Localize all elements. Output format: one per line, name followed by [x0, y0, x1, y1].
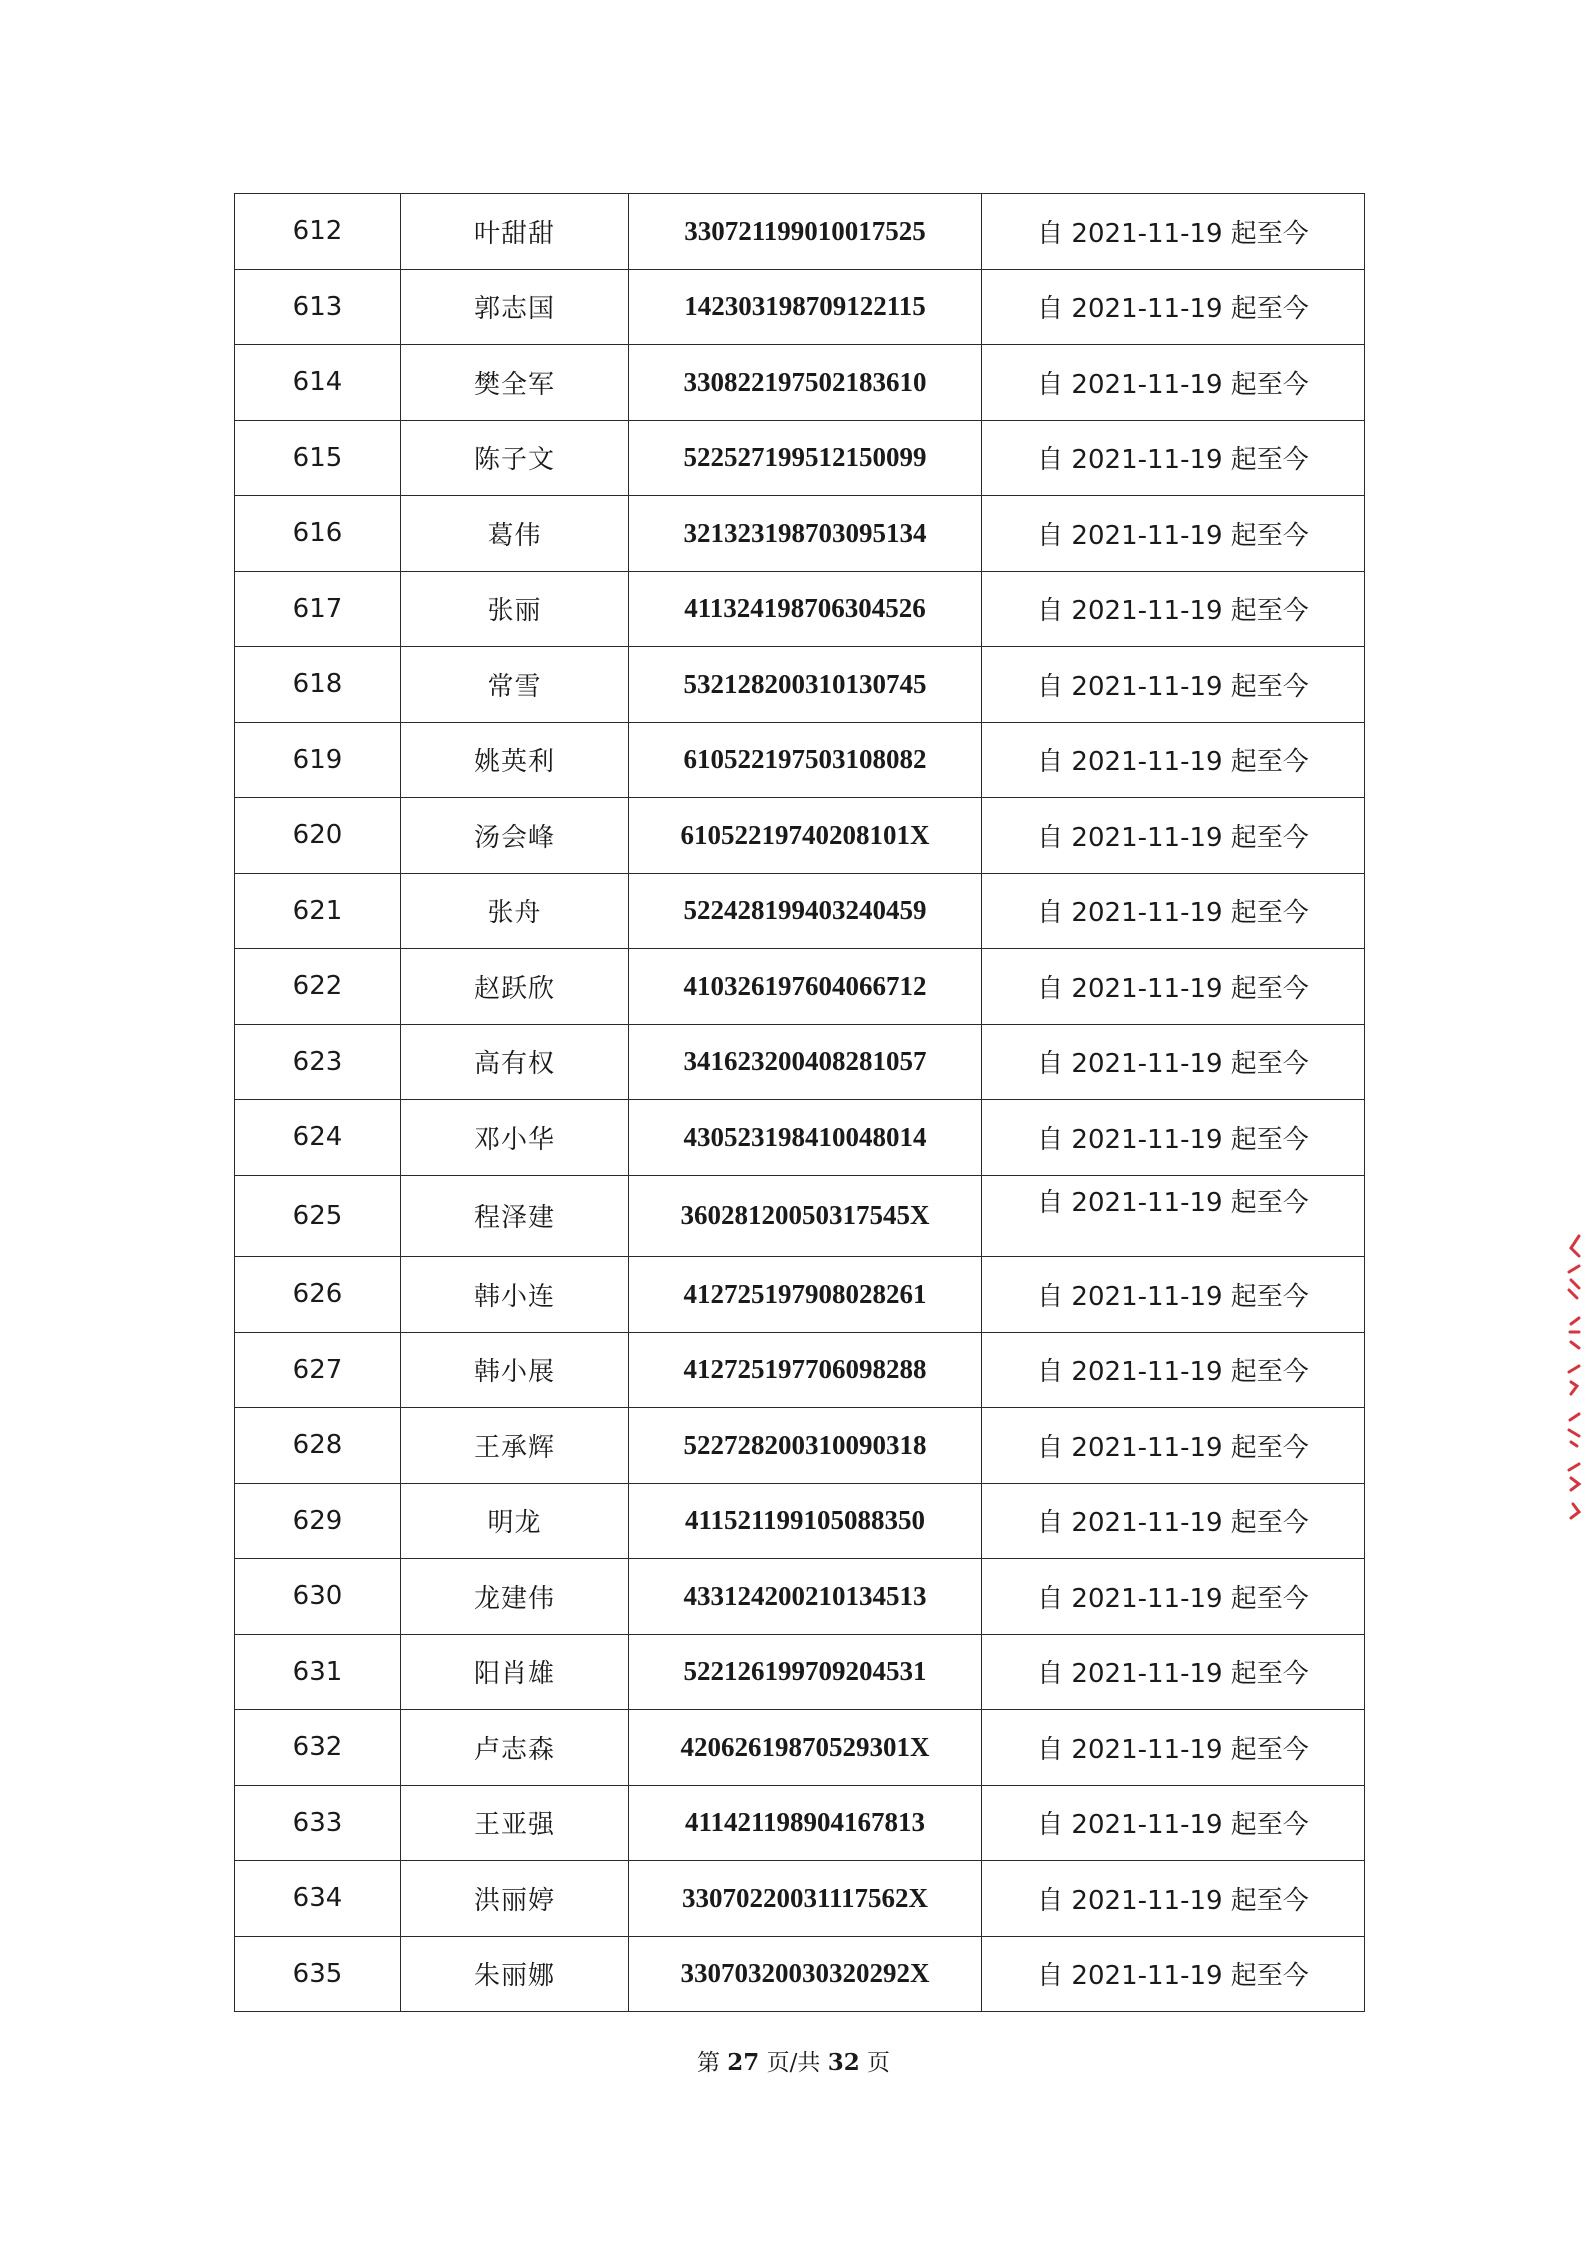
footer-prefix: 第 — [696, 2050, 720, 2076]
seq-cell: 612 — [235, 194, 401, 270]
table-row — [235, 1559, 1365, 1635]
seq-cell: 613 — [235, 269, 401, 345]
table-row — [235, 1408, 1365, 1484]
id-number-cell: 522126199709204531 — [629, 1634, 982, 1710]
table-row — [235, 722, 1365, 798]
table-row — [235, 1100, 1365, 1176]
seq-cell: 624 — [235, 1100, 401, 1176]
id-number-cell: 410326197604066712 — [629, 949, 982, 1025]
seq-cell: 626 — [235, 1257, 401, 1333]
period-cell: 自 2021-11-19 起至今 — [982, 1257, 1365, 1333]
id-number-cell: 411421198904167813 — [629, 1785, 982, 1861]
name-cell: 龙建伟 — [401, 1559, 629, 1635]
table-row — [235, 1332, 1365, 1408]
id-number-cell: 532128200310130745 — [629, 647, 982, 723]
seq-cell: 621 — [235, 873, 401, 949]
table-row — [235, 496, 1365, 572]
page-footer — [0, 2044, 1587, 2077]
period-cell: 自 2021-11-19 起至今 — [982, 873, 1365, 949]
period-cell: 自 2021-11-19 起至今 — [982, 269, 1365, 345]
table-row — [235, 1710, 1365, 1786]
name-cell: 叶甜甜 — [401, 194, 629, 270]
id-number-cell: 433124200210134513 — [629, 1559, 982, 1635]
period-cell: 自 2021-11-19 起至今 — [982, 1861, 1365, 1937]
name-cell: 阳肖雄 — [401, 1634, 629, 1710]
period-cell: 自 2021-11-19 起至今 — [982, 949, 1365, 1025]
seq-cell: 614 — [235, 345, 401, 421]
period-cell: 自 2021-11-19 起至今 — [982, 1936, 1365, 2012]
seq-cell: 628 — [235, 1408, 401, 1484]
period-cell: 自 2021-11-19 起至今 — [982, 194, 1365, 270]
name-cell: 程泽建 — [401, 1175, 629, 1257]
name-cell: 张舟 — [401, 873, 629, 949]
seq-cell: 622 — [235, 949, 401, 1025]
name-cell: 赵跃欣 — [401, 949, 629, 1025]
period-cell: 自 2021-11-19 起至今 — [982, 1785, 1365, 1861]
current-page-number: 27 — [727, 2049, 760, 2076]
seal-icon — [1565, 1232, 1583, 1522]
table-row — [235, 1175, 1365, 1257]
id-number-cell: 33070320030320292X — [629, 1936, 982, 2012]
total-pages-number: 32 — [827, 2049, 860, 2076]
seq-cell: 632 — [235, 1710, 401, 1786]
name-cell: 邓小华 — [401, 1100, 629, 1176]
roster-body — [235, 194, 1365, 2012]
table-row — [235, 345, 1365, 421]
id-number-cell: 412725197706098288 — [629, 1332, 982, 1408]
name-cell: 郭志国 — [401, 269, 629, 345]
name-cell: 陈子文 — [401, 420, 629, 496]
name-cell: 张丽 — [401, 571, 629, 647]
table-row — [235, 1785, 1365, 1861]
period-cell: 自 2021-11-19 起至今 — [982, 1408, 1365, 1484]
period-cell: 自 2021-11-19 起至今 — [982, 1710, 1365, 1786]
name-cell: 明龙 — [401, 1483, 629, 1559]
table-row — [235, 420, 1365, 496]
seq-cell: 619 — [235, 722, 401, 798]
period-cell: 自 2021-11-19 起至今 — [982, 420, 1365, 496]
seal-stamp-fragment — [1565, 1232, 1583, 1522]
id-number-cell: 61052219740208101X — [629, 798, 982, 874]
id-number-cell: 522527199512150099 — [629, 420, 982, 496]
period-cell: 自 2021-11-19 起至今 — [982, 1634, 1365, 1710]
id-number-cell: 411324198706304526 — [629, 571, 982, 647]
name-cell: 韩小连 — [401, 1257, 629, 1333]
name-cell: 樊全军 — [401, 345, 629, 421]
seq-cell: 631 — [235, 1634, 401, 1710]
period-cell: 自 2021-11-19 起至今 — [982, 1332, 1365, 1408]
period-cell: 自 2021-11-19 起至今 — [982, 496, 1365, 572]
table-row — [235, 647, 1365, 723]
id-number-cell: 330822197502183610 — [629, 345, 982, 421]
period-cell: 自 2021-11-19 起至今 — [982, 1175, 1365, 1257]
name-cell: 王承辉 — [401, 1408, 629, 1484]
name-cell: 姚英利 — [401, 722, 629, 798]
seq-cell: 620 — [235, 798, 401, 874]
period-cell: 自 2021-11-19 起至今 — [982, 1559, 1365, 1635]
id-number-cell: 411521199105088350 — [629, 1483, 982, 1559]
period-cell: 自 2021-11-19 起至今 — [982, 345, 1365, 421]
table-row — [235, 1483, 1365, 1559]
period-cell: 自 2021-11-19 起至今 — [982, 722, 1365, 798]
seq-cell: 615 — [235, 420, 401, 496]
name-cell: 常雪 — [401, 647, 629, 723]
seq-cell: 630 — [235, 1559, 401, 1635]
roster-table — [234, 193, 1365, 2012]
table-row — [235, 1936, 1365, 2012]
name-cell: 汤会峰 — [401, 798, 629, 874]
id-number-cell: 33070220031117562X — [629, 1861, 982, 1937]
period-cell: 自 2021-11-19 起至今 — [982, 1483, 1365, 1559]
id-number-cell: 430523198410048014 — [629, 1100, 982, 1176]
table-row — [235, 873, 1365, 949]
table-row — [235, 269, 1365, 345]
seq-cell: 633 — [235, 1785, 401, 1861]
id-number-cell: 330721199010017525 — [629, 194, 982, 270]
id-number-cell: 610522197503108082 — [629, 722, 982, 798]
name-cell: 韩小展 — [401, 1332, 629, 1408]
seq-cell: 634 — [235, 1861, 401, 1937]
seq-cell: 618 — [235, 647, 401, 723]
period-cell: 自 2021-11-19 起至今 — [982, 798, 1365, 874]
name-cell: 王亚强 — [401, 1785, 629, 1861]
id-number-cell: 412725197908028261 — [629, 1257, 982, 1333]
seq-cell: 625 — [235, 1175, 401, 1257]
seq-cell: 627 — [235, 1332, 401, 1408]
seq-cell: 635 — [235, 1936, 401, 2012]
table-row — [235, 1257, 1365, 1333]
name-cell: 高有权 — [401, 1024, 629, 1100]
name-cell: 卢志森 — [401, 1710, 629, 1786]
table-row — [235, 1634, 1365, 1710]
period-cell: 自 2021-11-19 起至今 — [982, 571, 1365, 647]
seq-cell: 629 — [235, 1483, 401, 1559]
table-row — [235, 798, 1365, 874]
table-row — [235, 1861, 1365, 1937]
table-row — [235, 194, 1365, 270]
id-number-cell: 522428199403240459 — [629, 873, 982, 949]
name-cell: 洪丽婷 — [401, 1861, 629, 1937]
table-row — [235, 949, 1365, 1025]
id-number-cell: 341623200408281057 — [629, 1024, 982, 1100]
id-number-cell: 321323198703095134 — [629, 496, 982, 572]
table-row — [235, 571, 1365, 647]
period-cell: 自 2021-11-19 起至今 — [982, 1100, 1365, 1176]
id-number-cell: 42062619870529301X — [629, 1710, 982, 1786]
footer-middle: 页/共 — [766, 2050, 821, 2076]
seq-cell: 616 — [235, 496, 401, 572]
id-number-cell: 36028120050317545X — [629, 1175, 982, 1257]
seq-cell: 617 — [235, 571, 401, 647]
id-number-cell: 142303198709122115 — [629, 269, 982, 345]
period-cell: 自 2021-11-19 起至今 — [982, 1024, 1365, 1100]
footer-suffix: 页 — [867, 2050, 891, 2076]
seq-cell: 623 — [235, 1024, 401, 1100]
id-number-cell: 522728200310090318 — [629, 1408, 982, 1484]
table-row — [235, 1024, 1365, 1100]
period-cell: 自 2021-11-19 起至今 — [982, 647, 1365, 723]
name-cell: 朱丽娜 — [401, 1936, 629, 2012]
name-cell: 葛伟 — [401, 496, 629, 572]
